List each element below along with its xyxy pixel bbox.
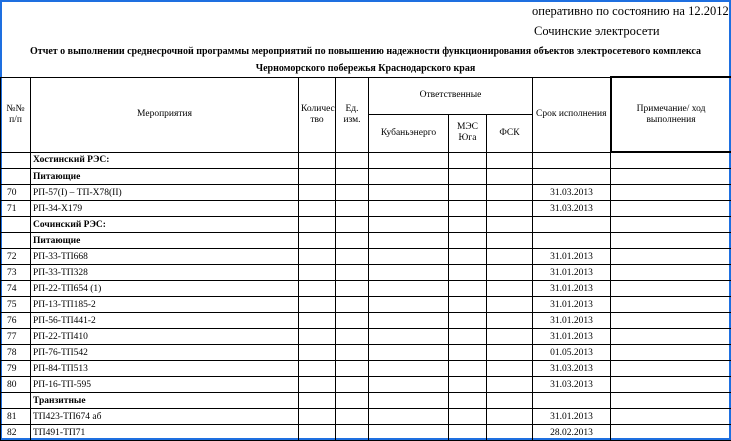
row-fsk bbox=[487, 185, 533, 201]
row-kuban bbox=[369, 281, 449, 297]
col-header-deadline: Срок исполнения bbox=[533, 77, 611, 152]
row-unit bbox=[336, 297, 369, 313]
row-kuban bbox=[369, 377, 449, 393]
row-unit bbox=[336, 217, 369, 233]
row-number bbox=[1, 169, 31, 185]
row-qty bbox=[299, 265, 336, 281]
row-mes bbox=[449, 377, 487, 393]
row-event: Транзитные bbox=[31, 393, 299, 409]
row-note bbox=[611, 329, 731, 345]
row-deadline: 31.01.2013 bbox=[533, 313, 611, 329]
row-mes bbox=[449, 297, 487, 313]
row-event: Питающие bbox=[31, 169, 299, 185]
row-note bbox=[611, 217, 731, 233]
row-note bbox=[611, 393, 731, 409]
row-number: 79 bbox=[1, 361, 31, 377]
row-qty bbox=[299, 313, 336, 329]
row-kuban bbox=[369, 425, 449, 441]
row-fsk bbox=[487, 281, 533, 297]
row-unit bbox=[336, 393, 369, 409]
row-kuban bbox=[369, 152, 449, 169]
row-mes bbox=[449, 329, 487, 345]
row-number: 74 bbox=[1, 281, 31, 297]
row-fsk bbox=[487, 249, 533, 265]
row-kuban bbox=[369, 329, 449, 345]
row-unit bbox=[336, 425, 369, 441]
row-qty bbox=[299, 217, 336, 233]
table-row bbox=[1, 425, 731, 441]
row-number: 75 bbox=[1, 297, 31, 313]
row-qty bbox=[299, 152, 336, 169]
row-deadline: 31.01.2013 bbox=[533, 265, 611, 281]
row-unit bbox=[336, 345, 369, 361]
row-mes bbox=[449, 169, 487, 185]
table-row bbox=[1, 361, 731, 377]
row-deadline: 01.05.2013 bbox=[533, 345, 611, 361]
row-deadline: 31.03.2013 bbox=[533, 377, 611, 393]
row-mes bbox=[449, 185, 487, 201]
row-mes bbox=[449, 281, 487, 297]
row-deadline: 28.02.2013 bbox=[533, 425, 611, 441]
row-qty bbox=[299, 377, 336, 393]
row-note bbox=[611, 152, 731, 169]
row-event: Хостинский РЭС: bbox=[31, 152, 299, 169]
col-header-num: №№ п/п bbox=[1, 77, 31, 152]
table-row bbox=[1, 265, 731, 281]
row-fsk bbox=[487, 409, 533, 425]
row-kuban bbox=[369, 409, 449, 425]
row-qty bbox=[299, 297, 336, 313]
row-qty bbox=[299, 233, 336, 249]
organization-name: Сочинские электросети bbox=[534, 24, 660, 39]
row-unit bbox=[336, 169, 369, 185]
row-qty bbox=[299, 393, 336, 409]
row-number bbox=[1, 393, 31, 409]
row-deadline bbox=[533, 217, 611, 233]
report-table bbox=[0, 76, 731, 441]
row-deadline: 31.03.2013 bbox=[533, 201, 611, 217]
row-event: РП-22-ТП654 (1) bbox=[31, 281, 299, 297]
row-deadline: 31.01.2013 bbox=[533, 249, 611, 265]
section-row bbox=[1, 217, 731, 233]
row-note bbox=[611, 297, 731, 313]
row-event: Сочинский РЭС: bbox=[31, 217, 299, 233]
col-header-responsible: Ответственные bbox=[369, 77, 533, 114]
row-qty bbox=[299, 201, 336, 217]
row-kuban bbox=[369, 313, 449, 329]
row-mes bbox=[449, 265, 487, 281]
row-mes bbox=[449, 313, 487, 329]
table-body bbox=[1, 152, 731, 441]
row-qty bbox=[299, 169, 336, 185]
row-deadline: 31.01.2013 bbox=[533, 409, 611, 425]
row-qty bbox=[299, 329, 336, 345]
row-deadline: 31.01.2013 bbox=[533, 297, 611, 313]
row-fsk bbox=[487, 217, 533, 233]
row-deadline bbox=[533, 233, 611, 249]
row-note bbox=[611, 409, 731, 425]
row-fsk bbox=[487, 152, 533, 169]
row-deadline: 31.03.2013 bbox=[533, 185, 611, 201]
row-mes bbox=[449, 409, 487, 425]
row-number: 73 bbox=[1, 265, 31, 281]
row-number: 80 bbox=[1, 377, 31, 393]
row-qty bbox=[299, 185, 336, 201]
row-kuban bbox=[369, 297, 449, 313]
row-qty bbox=[299, 249, 336, 265]
report-title-line1: Отчет о выполнении среднесрочной программы мероприятий по повышению надежности функционирования объектов электросетевого комплекса bbox=[0, 46, 731, 57]
row-event: Питающие bbox=[31, 233, 299, 249]
row-fsk bbox=[487, 169, 533, 185]
col-header-events: Мероприятия bbox=[31, 77, 299, 152]
row-mes bbox=[449, 393, 487, 409]
col-header-unit: Ед. изм. bbox=[336, 77, 369, 152]
row-fsk bbox=[487, 377, 533, 393]
row-number bbox=[1, 217, 31, 233]
row-qty bbox=[299, 409, 336, 425]
row-deadline: 31.03.2013 bbox=[533, 361, 611, 377]
row-number bbox=[1, 233, 31, 249]
row-event: РП-22-ТП410 bbox=[31, 329, 299, 345]
row-fsk bbox=[487, 329, 533, 345]
row-deadline bbox=[533, 393, 611, 409]
table-row bbox=[1, 377, 731, 393]
row-kuban bbox=[369, 217, 449, 233]
row-event: РП-33-ТП328 bbox=[31, 265, 299, 281]
row-unit bbox=[336, 201, 369, 217]
row-note bbox=[611, 313, 731, 329]
row-mes bbox=[449, 425, 487, 441]
row-number: 76 bbox=[1, 313, 31, 329]
row-fsk bbox=[487, 297, 533, 313]
row-kuban bbox=[369, 169, 449, 185]
row-event: РП-57(I) – ТП-Х78(II) bbox=[31, 185, 299, 201]
row-number: 71 bbox=[1, 201, 31, 217]
row-kuban bbox=[369, 201, 449, 217]
status-line: оперативно по состоянию на 12.2012 bbox=[532, 4, 729, 19]
row-note bbox=[611, 281, 731, 297]
row-unit bbox=[336, 185, 369, 201]
table-row bbox=[1, 185, 731, 201]
row-kuban bbox=[369, 265, 449, 281]
row-kuban bbox=[369, 361, 449, 377]
row-number: 81 bbox=[1, 409, 31, 425]
col-header-fsk: ФСК bbox=[487, 114, 533, 152]
table-row bbox=[1, 201, 731, 217]
row-fsk bbox=[487, 265, 533, 281]
row-unit bbox=[336, 377, 369, 393]
table-row bbox=[1, 409, 731, 425]
table-row bbox=[1, 345, 731, 361]
row-qty bbox=[299, 281, 336, 297]
row-fsk bbox=[487, 361, 533, 377]
row-deadline: 31.01.2013 bbox=[533, 281, 611, 297]
row-kuban bbox=[369, 249, 449, 265]
row-fsk bbox=[487, 233, 533, 249]
row-deadline bbox=[533, 169, 611, 185]
row-number: 70 bbox=[1, 185, 31, 201]
col-header-qty: Количес тво bbox=[299, 77, 336, 152]
table-row bbox=[1, 329, 731, 345]
row-number bbox=[1, 152, 31, 169]
row-unit bbox=[336, 249, 369, 265]
row-note bbox=[611, 265, 731, 281]
row-mes bbox=[449, 249, 487, 265]
row-number: 77 bbox=[1, 329, 31, 345]
row-note bbox=[611, 201, 731, 217]
row-deadline bbox=[533, 152, 611, 169]
table-row bbox=[1, 297, 731, 313]
col-header-note: Примечание/ ход выполнения bbox=[611, 77, 731, 152]
row-note bbox=[611, 377, 731, 393]
row-unit bbox=[336, 361, 369, 377]
row-kuban bbox=[369, 185, 449, 201]
row-event: РП-16-ТП-595 bbox=[31, 377, 299, 393]
row-number: 78 bbox=[1, 345, 31, 361]
row-mes bbox=[449, 217, 487, 233]
section-row bbox=[1, 169, 731, 185]
row-qty bbox=[299, 345, 336, 361]
row-note bbox=[611, 361, 731, 377]
row-event: РП-84-ТП513 bbox=[31, 361, 299, 377]
row-note bbox=[611, 249, 731, 265]
row-kuban bbox=[369, 345, 449, 361]
row-event: ТП491-ТП71 bbox=[31, 425, 299, 441]
row-event: РП-56-ТП441-2 bbox=[31, 313, 299, 329]
row-fsk bbox=[487, 201, 533, 217]
row-mes bbox=[449, 233, 487, 249]
row-fsk bbox=[487, 425, 533, 441]
section-row bbox=[1, 233, 731, 249]
section-row bbox=[1, 152, 731, 169]
row-fsk bbox=[487, 313, 533, 329]
row-fsk bbox=[487, 345, 533, 361]
row-mes bbox=[449, 361, 487, 377]
row-qty bbox=[299, 425, 336, 441]
row-deadline: 31.01.2013 bbox=[533, 329, 611, 345]
row-kuban bbox=[369, 233, 449, 249]
row-unit bbox=[336, 313, 369, 329]
row-unit bbox=[336, 233, 369, 249]
row-event: РП-34-Х179 bbox=[31, 201, 299, 217]
row-mes bbox=[449, 201, 487, 217]
row-unit bbox=[336, 265, 369, 281]
row-mes bbox=[449, 152, 487, 169]
row-kuban bbox=[369, 393, 449, 409]
row-number: 72 bbox=[1, 249, 31, 265]
report-title-line2: Черноморского побережья Краснодарского края bbox=[0, 63, 731, 74]
section-row bbox=[1, 393, 731, 409]
row-event: РП-13-ТП185-2 bbox=[31, 297, 299, 313]
table-row bbox=[1, 281, 731, 297]
row-event: РП-33-ТП668 bbox=[31, 249, 299, 265]
row-note bbox=[611, 345, 731, 361]
table-row bbox=[1, 249, 731, 265]
row-qty bbox=[299, 361, 336, 377]
row-fsk bbox=[487, 393, 533, 409]
row-unit bbox=[336, 329, 369, 345]
table-row bbox=[1, 313, 731, 329]
row-note bbox=[611, 169, 731, 185]
row-unit bbox=[336, 152, 369, 169]
col-header-kuban: Кубаньэнерго bbox=[369, 114, 449, 152]
row-number: 82 bbox=[1, 425, 31, 441]
row-event: ТП423-ТП674 аб bbox=[31, 409, 299, 425]
row-note bbox=[611, 185, 731, 201]
row-unit bbox=[336, 409, 369, 425]
col-header-mes: МЭС Юга bbox=[449, 114, 487, 152]
row-note bbox=[611, 233, 731, 249]
row-event: РП-76-ТП542 bbox=[31, 345, 299, 361]
row-note bbox=[611, 425, 731, 441]
row-unit bbox=[336, 281, 369, 297]
row-mes bbox=[449, 345, 487, 361]
